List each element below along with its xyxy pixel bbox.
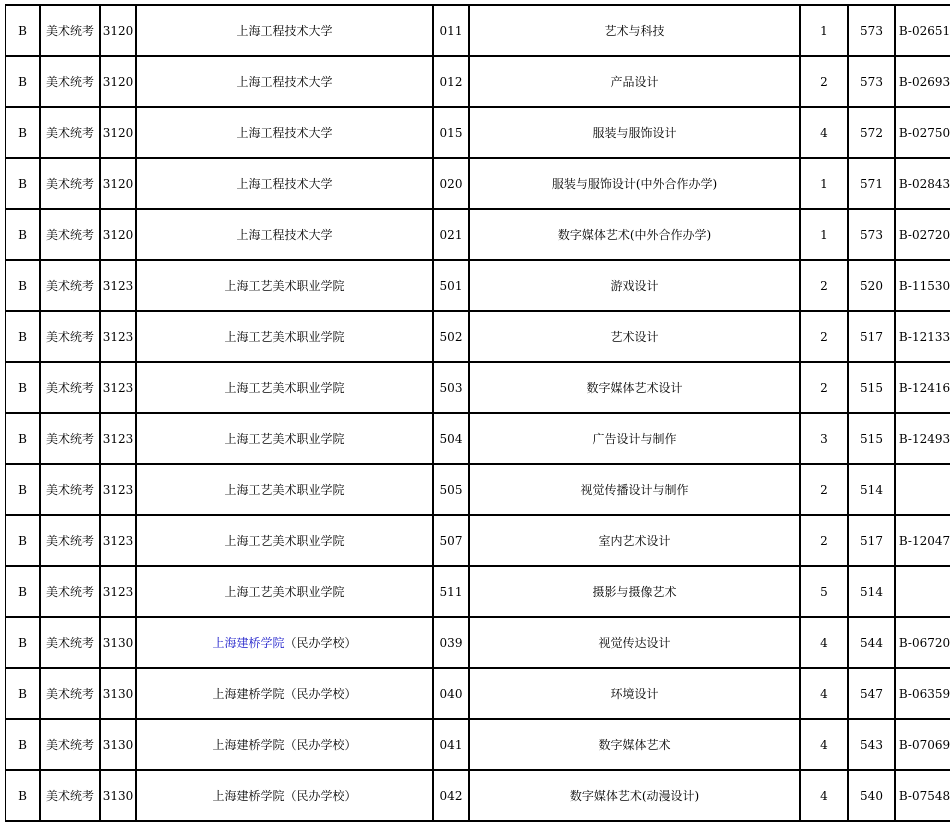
school-code-cell: 3120 <box>101 108 137 159</box>
school-code-cell: 3120 <box>101 159 137 210</box>
batch-cell: B <box>6 567 41 618</box>
batch-cell: B <box>6 312 41 363</box>
min-score-cell: 517 <box>849 312 896 363</box>
school-code-cell: 3120 <box>101 210 137 261</box>
category-cell: 美术统考 <box>41 6 101 57</box>
major-name-cell: 视觉传播设计与制作 <box>470 465 801 516</box>
major-name-cell: 艺术与科技 <box>470 6 801 57</box>
table-row <box>6 210 950 261</box>
admission-table <box>5 4 950 822</box>
major-code-cell: 511 <box>434 567 470 618</box>
table-row <box>6 6 950 57</box>
batch-cell: B <box>6 57 41 108</box>
table-row <box>6 414 950 465</box>
category-cell: 美术统考 <box>41 414 101 465</box>
major-code-cell: 501 <box>434 261 470 312</box>
rank-cell: B-02651 <box>896 6 950 57</box>
quota-cell: 2 <box>801 312 849 363</box>
major-code-cell: 040 <box>434 669 470 720</box>
major-code-cell: 507 <box>434 516 470 567</box>
school-code-cell: 3120 <box>101 57 137 108</box>
min-score-cell: 573 <box>849 57 896 108</box>
school-link-text[interactable]: 上海建桥学院 <box>212 636 285 650</box>
batch-cell: B <box>6 159 41 210</box>
school-code-cell: 3130 <box>101 720 137 771</box>
quota-cell: 2 <box>801 363 849 414</box>
min-score-cell: 540 <box>849 771 896 822</box>
quota-cell: 2 <box>801 516 849 567</box>
table-row <box>6 159 950 210</box>
min-score-cell: 573 <box>849 6 896 57</box>
school-suffix: （民办学校） <box>284 636 357 650</box>
school-code-cell: 3123 <box>101 567 137 618</box>
min-score-cell: 572 <box>849 108 896 159</box>
batch-cell: B <box>6 618 41 669</box>
school-code-cell: 3123 <box>101 516 137 567</box>
min-score-cell: 547 <box>849 669 896 720</box>
category-cell: 美术统考 <box>41 669 101 720</box>
major-name-cell: 广告设计与制作 <box>470 414 801 465</box>
min-score-cell: 520 <box>849 261 896 312</box>
min-score-cell: 517 <box>849 516 896 567</box>
school-name-cell: 上海工艺美术职业学院 <box>137 465 434 516</box>
category-cell: 美术统考 <box>41 312 101 363</box>
batch-cell: B <box>6 516 41 567</box>
school-name-cell: 上海工艺美术职业学院 <box>137 516 434 567</box>
table-row <box>6 669 950 720</box>
rank-cell: B-02693 <box>896 57 950 108</box>
batch-cell: B <box>6 108 41 159</box>
rank-cell: B-11530 <box>896 261 950 312</box>
school-name-cell: 上海工艺美术职业学院 <box>137 363 434 414</box>
rank-cell: B-02750 <box>896 108 950 159</box>
quota-cell: 4 <box>801 720 849 771</box>
min-score-cell: 514 <box>849 465 896 516</box>
quota-cell: 1 <box>801 6 849 57</box>
quota-cell: 5 <box>801 567 849 618</box>
school-name-cell: 上海工程技术大学 <box>137 210 434 261</box>
major-code-cell: 021 <box>434 210 470 261</box>
major-name-cell: 服装与服饰设计(中外合作办学) <box>470 159 801 210</box>
rank-cell <box>896 465 950 516</box>
batch-cell: B <box>6 261 41 312</box>
table-row <box>6 516 950 567</box>
table-row <box>6 261 950 312</box>
category-cell: 美术统考 <box>41 720 101 771</box>
quota-cell: 1 <box>801 210 849 261</box>
batch-cell: B <box>6 6 41 57</box>
school-name-cell: 上海工程技术大学 <box>137 159 434 210</box>
category-cell: 美术统考 <box>41 261 101 312</box>
min-score-cell: 514 <box>849 567 896 618</box>
major-code-cell: 011 <box>434 6 470 57</box>
min-score-cell: 544 <box>849 618 896 669</box>
rank-cell: B-12133 <box>896 312 950 363</box>
table-row <box>6 465 950 516</box>
school-code-cell: 3130 <box>101 618 137 669</box>
school-name-cell: 上海工程技术大学 <box>137 108 434 159</box>
min-score-cell: 515 <box>849 414 896 465</box>
category-cell: 美术统考 <box>41 771 101 822</box>
major-name-cell: 视觉传达设计 <box>470 618 801 669</box>
category-cell: 美术统考 <box>41 108 101 159</box>
rank-cell <box>896 567 950 618</box>
batch-cell: B <box>6 771 41 822</box>
school-code-cell: 3123 <box>101 261 137 312</box>
school-name-cell: 上海工程技术大学 <box>137 6 434 57</box>
category-cell: 美术统考 <box>41 363 101 414</box>
major-name-cell: 艺术设计 <box>470 312 801 363</box>
major-name-cell: 数字媒体艺术设计 <box>470 363 801 414</box>
major-name-cell: 服装与服饰设计 <box>470 108 801 159</box>
major-code-cell: 504 <box>434 414 470 465</box>
school-code-cell: 3130 <box>101 771 137 822</box>
quota-cell: 2 <box>801 261 849 312</box>
school-name-cell: 上海工艺美术职业学院 <box>137 567 434 618</box>
category-cell: 美术统考 <box>41 516 101 567</box>
table-row <box>6 618 950 669</box>
school-code-cell: 3120 <box>101 6 137 57</box>
quota-cell: 3 <box>801 414 849 465</box>
table-row <box>6 771 950 822</box>
category-cell: 美术统考 <box>41 57 101 108</box>
quota-cell: 2 <box>801 57 849 108</box>
category-cell: 美术统考 <box>41 465 101 516</box>
min-score-cell: 573 <box>849 210 896 261</box>
school-name-cell: 上海建桥学院（民办学校） <box>137 771 434 822</box>
school-name-cell: 上海工艺美术职业学院 <box>137 312 434 363</box>
category-cell: 美术统考 <box>41 567 101 618</box>
table-row <box>6 108 950 159</box>
batch-cell: B <box>6 414 41 465</box>
school-name-cell: 上海工程技术大学 <box>137 57 434 108</box>
rank-cell: B-12493 <box>896 414 950 465</box>
table-row <box>6 720 950 771</box>
min-score-cell: 571 <box>849 159 896 210</box>
batch-cell: B <box>6 720 41 771</box>
quota-cell: 4 <box>801 618 849 669</box>
quota-cell: 2 <box>801 465 849 516</box>
school-name-cell: 上海工艺美术职业学院 <box>137 414 434 465</box>
major-code-cell: 505 <box>434 465 470 516</box>
major-code-cell: 020 <box>434 159 470 210</box>
major-code-cell: 012 <box>434 57 470 108</box>
major-name-cell: 数字媒体艺术(动漫设计) <box>470 771 801 822</box>
school-code-cell: 3123 <box>101 363 137 414</box>
school-code-cell: 3123 <box>101 312 137 363</box>
school-name-link[interactable] <box>137 618 434 669</box>
school-code-cell: 3123 <box>101 465 137 516</box>
school-name-cell: 上海建桥学院（民办学校） <box>137 669 434 720</box>
school-code-cell: 3123 <box>101 414 137 465</box>
school-code-cell: 3130 <box>101 669 137 720</box>
major-name-cell: 数字媒体艺术 <box>470 720 801 771</box>
category-cell: 美术统考 <box>41 159 101 210</box>
rank-cell: B-07069 <box>896 720 950 771</box>
major-name-cell: 环境设计 <box>470 669 801 720</box>
min-score-cell: 543 <box>849 720 896 771</box>
batch-cell: B <box>6 363 41 414</box>
category-cell: 美术统考 <box>41 618 101 669</box>
batch-cell: B <box>6 210 41 261</box>
rank-cell: B-02720 <box>896 210 950 261</box>
major-code-cell: 502 <box>434 312 470 363</box>
major-name-cell: 数字媒体艺术(中外合作办学) <box>470 210 801 261</box>
major-name-cell: 游戏设计 <box>470 261 801 312</box>
major-code-cell: 042 <box>434 771 470 822</box>
major-name-cell: 室内艺术设计 <box>470 516 801 567</box>
table-row <box>6 567 950 618</box>
quota-cell: 4 <box>801 771 849 822</box>
quota-cell: 4 <box>801 669 849 720</box>
batch-cell: B <box>6 669 41 720</box>
rank-cell: B-06720 <box>896 618 950 669</box>
rank-cell: B-02843 <box>896 159 950 210</box>
major-code-cell: 039 <box>434 618 470 669</box>
major-name-cell: 产品设计 <box>470 57 801 108</box>
batch-cell: B <box>6 465 41 516</box>
table-row <box>6 363 950 414</box>
major-code-cell: 503 <box>434 363 470 414</box>
rank-cell: B-07548 <box>896 771 950 822</box>
rank-cell: B-12047 <box>896 516 950 567</box>
category-cell: 美术统考 <box>41 210 101 261</box>
major-name-cell: 摄影与摄像艺术 <box>470 567 801 618</box>
min-score-cell: 515 <box>849 363 896 414</box>
school-name-cell: 上海建桥学院（民办学校） <box>137 720 434 771</box>
table-row <box>6 57 950 108</box>
rank-cell: B-06359 <box>896 669 950 720</box>
major-code-cell: 041 <box>434 720 470 771</box>
quota-cell: 1 <box>801 159 849 210</box>
school-name-cell: 上海工艺美术职业学院 <box>137 261 434 312</box>
major-code-cell: 015 <box>434 108 470 159</box>
quota-cell: 4 <box>801 108 849 159</box>
table-row <box>6 312 950 363</box>
rank-cell: B-12416 <box>896 363 950 414</box>
